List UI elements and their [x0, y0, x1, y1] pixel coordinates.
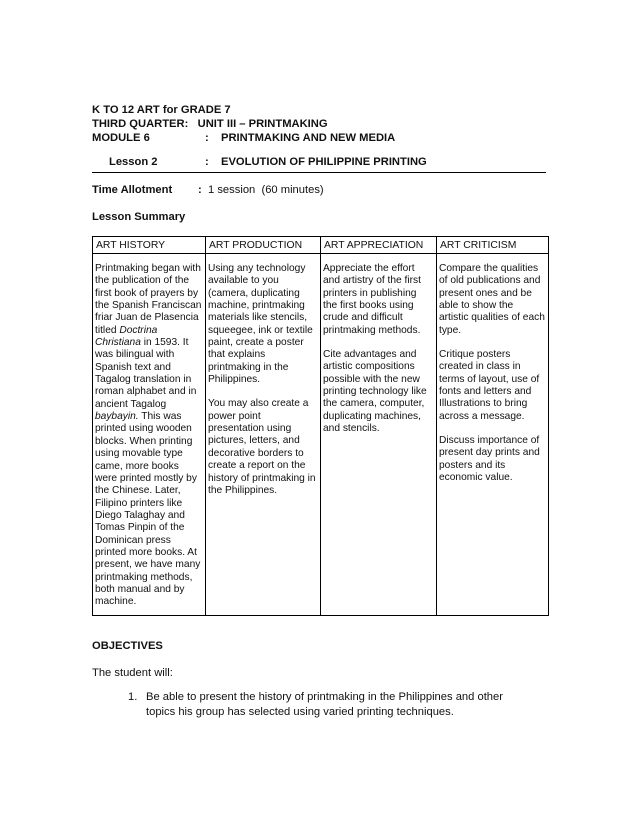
appreciation-paragraph: Appreciate the effort and artistry of the first printers in publishing the first books using crude and difficult printmaking methods.: [323, 263, 421, 336]
module-label: MODULE 6: [92, 132, 150, 144]
lesson-label: Lesson 2: [109, 156, 158, 168]
header-grade-title: K TO 12 ART for GRADE 7: [92, 104, 231, 116]
art-criticism-cell: [437, 254, 549, 616]
history-text-part: This was printed using wooden blocks. When printing using movable type came, more books were printed mostly by the Chinese. Later, Filipino printers like Diego Talaghay and Tomas Pinpin of the Dominican press printed more books. At present, we have many printmaking methods, both manual and by machine.: [95, 411, 201, 608]
lesson-summary-table: [92, 236, 549, 616]
col-header-art-production: ART PRODUCTION: [206, 237, 321, 254]
history-book-title: Doctrina Christiana: [95, 324, 158, 349]
module-separator: :: [205, 132, 209, 144]
time-allotment-row: [92, 184, 324, 196]
production-paragraph: Using any technology available to you (camera, duplicating machine, printmaking materials like stencils, squeegee, ink or textile paint, create a poster that explains printmaking in the Philippines.: [208, 263, 313, 386]
lesson-summary-heading: Lesson Summary: [92, 211, 186, 223]
col-header-art-appreciation: ART APPRECIATION: [321, 237, 437, 254]
art-history-cell: [93, 254, 206, 616]
objectives-list: [128, 690, 528, 720]
appreciation-paragraph: Cite advantages and artistic compositions possible with the new printing technology like the camera, computer, duplicating machines, and stencils.: [323, 349, 427, 435]
criticism-paragraph: Critique posters created in class in terms of layout, use of fonts and letters and Illustrations to bring across a message.: [439, 349, 540, 422]
module-value: PRINTMAKING AND NEW MEDIA: [221, 132, 396, 144]
criticism-paragraph: Compare the qualities of old publications and present ones and be able to show the artistic qualities of each type.: [439, 263, 545, 336]
header-module-row: [92, 131, 395, 145]
table-row: [93, 254, 549, 616]
col-header-art-criticism: ART CRITICISM: [437, 237, 549, 254]
lesson-value: EVOLUTION OF PHILIPPINE PRINTING: [221, 156, 427, 168]
art-history-text: [95, 263, 202, 609]
lesson-separator: :: [205, 156, 209, 168]
time-allotment-label: Time Allotment: [92, 184, 173, 196]
time-allotment-value: 1 session (60 minutes): [208, 184, 324, 196]
art-production-cell: [206, 254, 321, 616]
history-text-part: Printmaking began with the publication of the first book of prayers by the Spanish Franciscan friar Juan de Plasencia titled: [95, 263, 202, 336]
time-allotment-separator: :: [198, 184, 202, 196]
art-appreciation-cell: [321, 254, 437, 616]
header-quarter-unit: THIRD QUARTER: UNIT III – PRINTMAKING: [92, 118, 328, 130]
criticism-paragraph: Discuss importance of present day prints and posters and its economic value.: [439, 435, 540, 484]
objectives-heading: OBJECTIVES: [92, 640, 163, 652]
list-item: [128, 690, 528, 720]
objectives-intro: The student will:: [92, 667, 173, 679]
table-header-row: [93, 237, 549, 254]
list-item-text: Be able to present the history of printmaking in the Philippines and other topics his group has selected using varied printing techniques.: [146, 691, 503, 718]
production-paragraph: You may also create a power point presentation using pictures, letters, and decorative borders to create a report on the history of printmaking in the Philippines.: [208, 398, 316, 496]
history-text-part: in 1593. It was bilingual with Spanish text and Tagalog translation in roman alphabet and in ancient Tagalog: [95, 337, 197, 410]
col-header-art-history: ART HISTORY: [93, 237, 206, 254]
history-script-name: baybayin.: [95, 411, 139, 423]
list-item-number: 1.: [128, 691, 138, 703]
header-lesson-row: [92, 155, 427, 169]
header-divider: [92, 172, 546, 173]
